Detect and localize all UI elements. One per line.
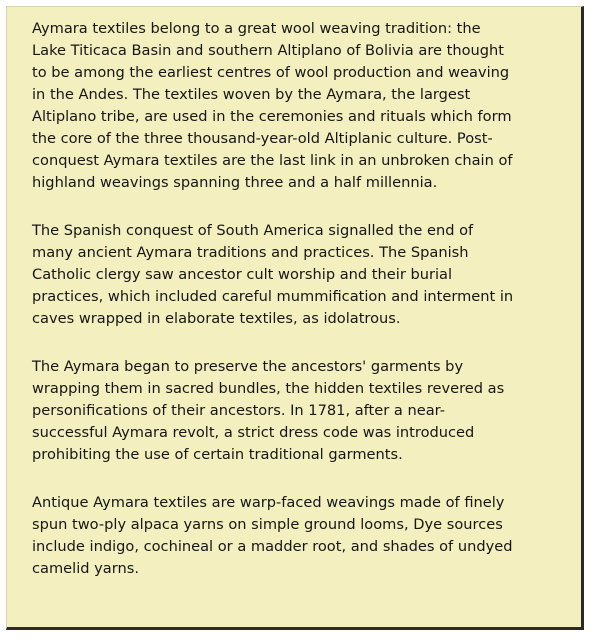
paragraph-3-line-4: successful Aymara revolt, a strict dress code was introduced: [32, 424, 475, 441]
paragraph-2-line-3: Catholic clergy saw ancestor cult worship and their burial: [32, 266, 453, 283]
paragraph-2-line-2: many ancient Aymara traditions and practices. The Spanish: [32, 244, 469, 261]
paragraph-3-line-1: The Aymara began to preserve the ancestors' garments by: [32, 358, 464, 375]
text-panel: [6, 6, 584, 630]
paragraph-4: [32, 492, 563, 580]
paragraph-1-line-4: in the Andes. The textiles woven by the Aymara, the largest: [32, 86, 471, 103]
paragraph-2: [32, 220, 563, 330]
paragraph-3: [32, 356, 563, 466]
paragraph-2-line-1: The Spanish conquest of South America signalled the end of: [32, 222, 474, 239]
paragraph-4-line-1: Antique Aymara textiles are warp-faced weavings made of finely: [32, 494, 505, 511]
paragraph-1: [32, 18, 563, 194]
paragraph-1-line-7: conquest Aymara textiles are the last link in an unbroken chain of: [32, 152, 513, 169]
paragraph-3-line-2: wrapping them in sacred bundles, the hidden textiles revered as: [32, 380, 505, 397]
paragraph-1-line-3: to be among the earliest centres of wool production and weaving: [32, 64, 510, 81]
paragraph-2-line-4: practices, which included careful mummification and interment in: [32, 288, 514, 305]
paragraph-2-line-5: caves wrapped in elaborate textiles, as idolatrous.: [32, 310, 401, 327]
paragraph-4-line-4: camelid yarns.: [32, 560, 139, 577]
paragraph-1-line-1: Aymara textiles belong to a great wool weaving tradition: the: [32, 20, 481, 37]
paragraph-1-line-8: highland weavings spanning three and a half millennia.: [32, 174, 438, 191]
paragraph-1-line-2: Lake Titicaca Basin and southern Altiplano of Bolivia are thought: [32, 42, 504, 59]
paragraph-1-line-5: Altiplano tribe, are used in the ceremonies and rituals which form: [32, 108, 512, 125]
paragraph-3-line-3: personifications of their ancestors. In 1781, after a near-: [32, 402, 445, 419]
paragraph-1-line-6: the core of the three thousand-year-old Altiplanic culture. Post-: [32, 130, 493, 147]
paragraph-3-line-5: prohibiting the use of certain traditional garments.: [32, 446, 403, 463]
paragraph-4-line-2: spun two-ply alpaca yarns on simple ground looms, Dye sources: [32, 516, 503, 533]
paragraph-4-line-3: include indigo, cochineal or a madder root, and shades of undyed: [32, 538, 513, 555]
